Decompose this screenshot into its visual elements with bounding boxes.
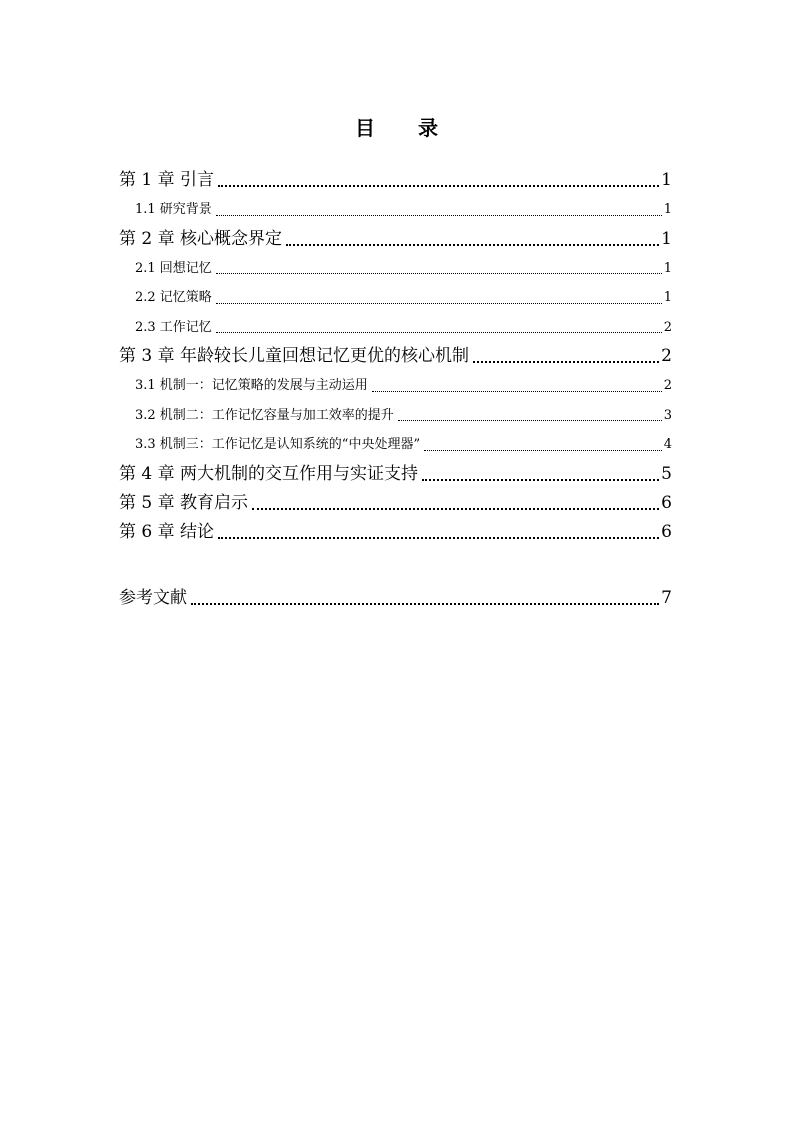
toc-entry-label: 3.3 机制三：工作记忆是认知系统的“中央处理器”: [135, 437, 421, 452]
toc-entry-page: 6: [661, 521, 672, 542]
toc-entry-label: 第 3 章 年龄较长儿童回想记忆更优的核心机制: [119, 346, 470, 366]
toc-entry-3-2[interactable]: [119, 401, 672, 431]
toc-entry-3-3[interactable]: [119, 430, 672, 460]
dot-leader: [473, 361, 659, 363]
toc-entry-label: 第 5 章 教育启示: [119, 492, 249, 513]
toc-entry-label: 2.1 回想记忆: [135, 260, 212, 276]
toc-entry-label: 2.3 工作记忆: [135, 319, 212, 335]
toc-entry-page: 2: [663, 319, 672, 335]
toc-entry-page: 1: [661, 228, 672, 249]
toc-entry-page: 1: [663, 290, 672, 305]
toc-entry-page: 2: [661, 346, 672, 366]
toc-title: 目 录: [355, 116, 456, 140]
toc-entry-page: 3: [663, 407, 672, 423]
dot-leader: [424, 450, 662, 451]
toc-entry-page: 4: [663, 437, 672, 452]
toc-entry-label: 3.2 机制二：工作记忆容量与加工效率的提升: [135, 407, 394, 423]
toc-entry-chapter-4[interactable]: [119, 460, 672, 489]
toc-entry-page: 5: [661, 463, 672, 484]
dot-leader: [398, 420, 662, 421]
toc-entry-2-1[interactable]: [119, 254, 672, 284]
dot-leader: [372, 391, 662, 392]
toc-entry-chapter-2[interactable]: [119, 225, 672, 254]
dot-leader: [216, 303, 662, 304]
dot-leader: [216, 332, 662, 333]
toc-entry-2-3[interactable]: [119, 313, 672, 343]
dot-leader: [218, 537, 659, 539]
toc-entry-page: 2: [663, 378, 672, 393]
dot-leader: [252, 508, 659, 510]
dot-leader: [422, 479, 659, 481]
toc-entry-label: 第 6 章 结论: [119, 521, 215, 542]
toc-entry-label: 第 4 章 两大机制的交互作用与实证支持: [119, 463, 419, 484]
toc-entry-label: 参考文献: [119, 587, 187, 608]
toc-entry-label: 2.2 记忆策略: [135, 290, 212, 305]
toc-entry-label: 1.1 研究背景: [135, 202, 212, 217]
toc-entry-label: 第 2 章 核心概念界定: [119, 228, 283, 249]
toc-entry-page: 1: [663, 260, 672, 276]
toc-entry-page: 1: [661, 170, 672, 190]
toc-entry-chapter-5[interactable]: [119, 489, 672, 518]
dot-leader: [216, 273, 662, 274]
toc-entry-chapter-3[interactable]: [119, 342, 672, 371]
table-of-contents: [119, 166, 672, 613]
toc-entry-page: 1: [663, 202, 672, 217]
dot-leader: [218, 185, 659, 187]
toc-entry-label: 第 1 章 引言: [119, 170, 215, 190]
toc-entry-chapter-6[interactable]: [119, 518, 672, 547]
toc-entry-3-1[interactable]: [119, 371, 672, 401]
dot-leader: [191, 603, 659, 605]
dot-leader: [216, 215, 662, 216]
toc-entry-references[interactable]: [119, 584, 672, 613]
toc-entry-page: 6: [661, 492, 672, 513]
toc-entry-label: 3.1 机制一：记忆策略的发展与主动运用: [135, 378, 368, 393]
toc-entry-2-2[interactable]: [119, 283, 672, 313]
toc-entry-page: 7: [661, 587, 672, 608]
spacer: [119, 547, 672, 584]
toc-entry-1-1[interactable]: [119, 195, 672, 225]
dot-leader: [286, 244, 659, 246]
toc-entry-chapter-1[interactable]: [119, 166, 672, 195]
